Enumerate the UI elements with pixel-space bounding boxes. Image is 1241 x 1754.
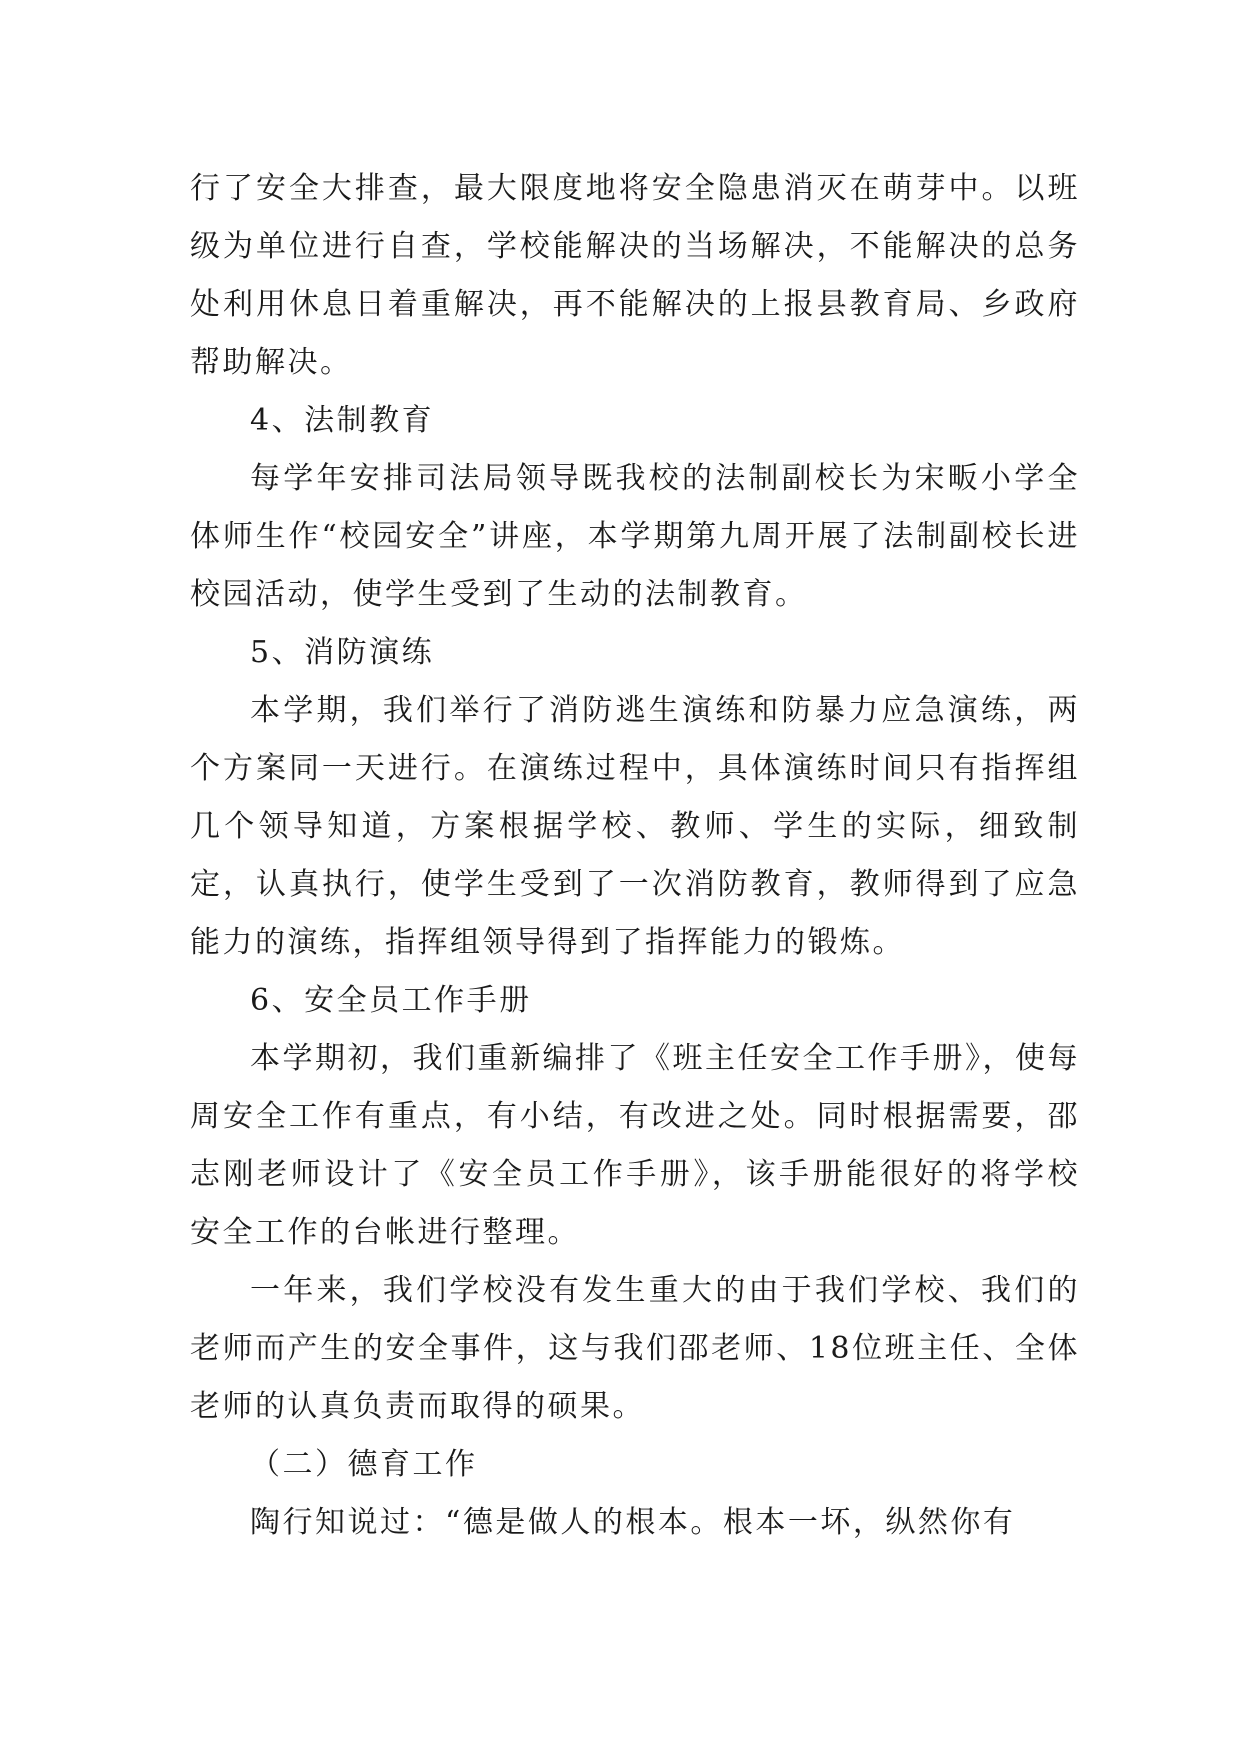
- paragraph-moral-education: 陶行知说过：“德是做人的根本。根本一坏，纵然你有: [250, 1505, 1016, 1540]
- document-body: [190, 160, 1080, 1552]
- paragraph-safety-handbook: 本学期初，我们重新编排了《班主任安全工作手册》，使每周安全工作有重点，有小结，有改进之处。同时根据需要，邵志刚老师设计了《安全员工作手册》，该手册能很好的将学校安全工作的台帐进行整理。: [190, 1041, 1080, 1250]
- heading-safety-handbook: 6、安全员工作手册: [250, 983, 532, 1018]
- heading-fire-drill: 5、消防演练: [250, 635, 435, 670]
- heading-moral-education: （二）德育工作: [250, 1447, 478, 1482]
- heading-legal-education: 4、法制教育: [250, 403, 435, 438]
- paragraph-year-summary: 一年来，我们学校没有发生重大的由于我们学校、我们的老师而产生的安全事件，这与我们邵老师、18位班主任、全体老师的认真负责而取得的硕果。: [190, 1273, 1080, 1424]
- paragraph-fire-drill: 本学期，我们举行了消防逃生演练和防暴力应急演练，两个方案同一天进行。在演练过程中，具体演练时间只有指挥组几个领导知道，方案根据学校、教师、学生的实际，细致制定，认真执行，使学生受到了一次消防教育，教师得到了应急能力的演练，指挥组领导得到了指挥能力的锻炼。: [190, 693, 1080, 960]
- paragraph-legal-education: 每学年安排司法局领导既我校的法制副校长为宋畈小学全体师生作“校园安全”讲座，本学期第九周开展了法制副校长进校园活动，使学生受到了生动的法制教育。: [190, 461, 1080, 612]
- paragraph-safety-inspection: 行了安全大排查，最大限度地将安全隐患消灭在萌芽中。以班级为单位进行自查，学校能解决的当场解决，不能解决的总务处利用休息日着重解决，再不能解决的上报县教育局、乡政府帮助解决。: [190, 171, 1080, 380]
